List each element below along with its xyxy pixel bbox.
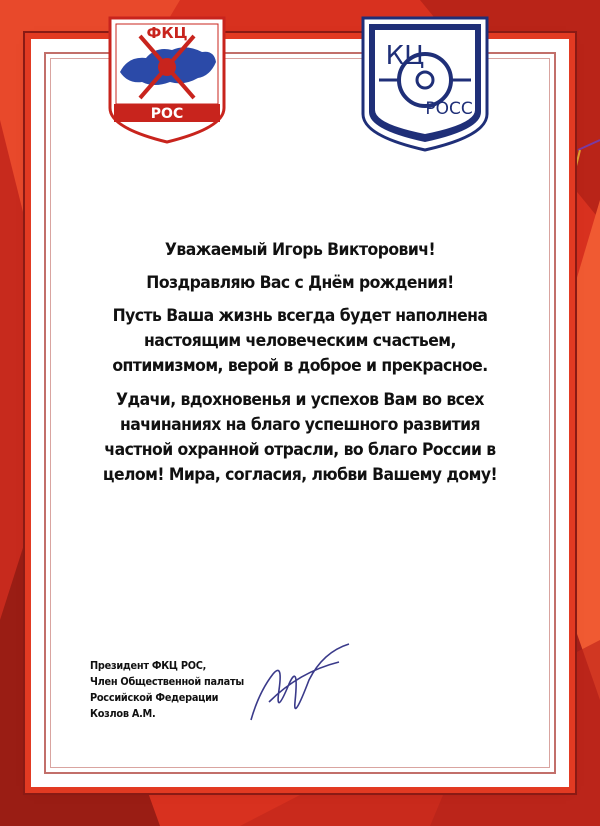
greeting-card [34,24,566,784]
paragraph1-line: Пусть Ваша жизнь всегда будет наполнена [112,306,488,326]
kc-logo-top-text: КЦ [385,41,425,71]
paragraph2-line: частной охранной отрасли, во благо России в [104,440,496,460]
paragraph1-line: оптимизмом, верой в доброе и прекрасное. [112,356,488,376]
paragraph-wishes-2 [92,388,508,488]
paragraph2-line: целом! Мира, согласия, любви Вашему дому! [102,465,498,485]
handwritten-signature [239,632,359,732]
paragraph-wishes-1 [92,304,508,379]
kc-ross-logo [359,16,491,152]
paragraph2-line: начинаниях на благо успешного развития [119,415,481,435]
paragraph2-line: Удачи, вдохновенья и успехов Вам во всех [116,390,484,410]
letter-body [74,238,526,497]
congratulation-line: Поздравляю Вас с Днём рождения! [146,273,454,293]
fkc-logo-bottom-text: РОС [150,106,184,122]
kc-logo-bottom-text: РОСС [425,99,473,119]
fkc-ros-logo [106,16,228,144]
signature-name: Козлов А.М. [90,708,156,720]
signature-line: Российской Федерации [90,692,219,704]
signature-line: Президент ФКЦ РОС, [90,660,207,672]
paragraph1-line: настоящим человеческим счастьем, [144,331,456,351]
fkc-logo-top-text: ФКЦ [146,24,188,42]
signature-line: Член Общественной палаты [90,676,244,688]
salutation: Уважаемый Игорь Викторович! [164,240,436,260]
